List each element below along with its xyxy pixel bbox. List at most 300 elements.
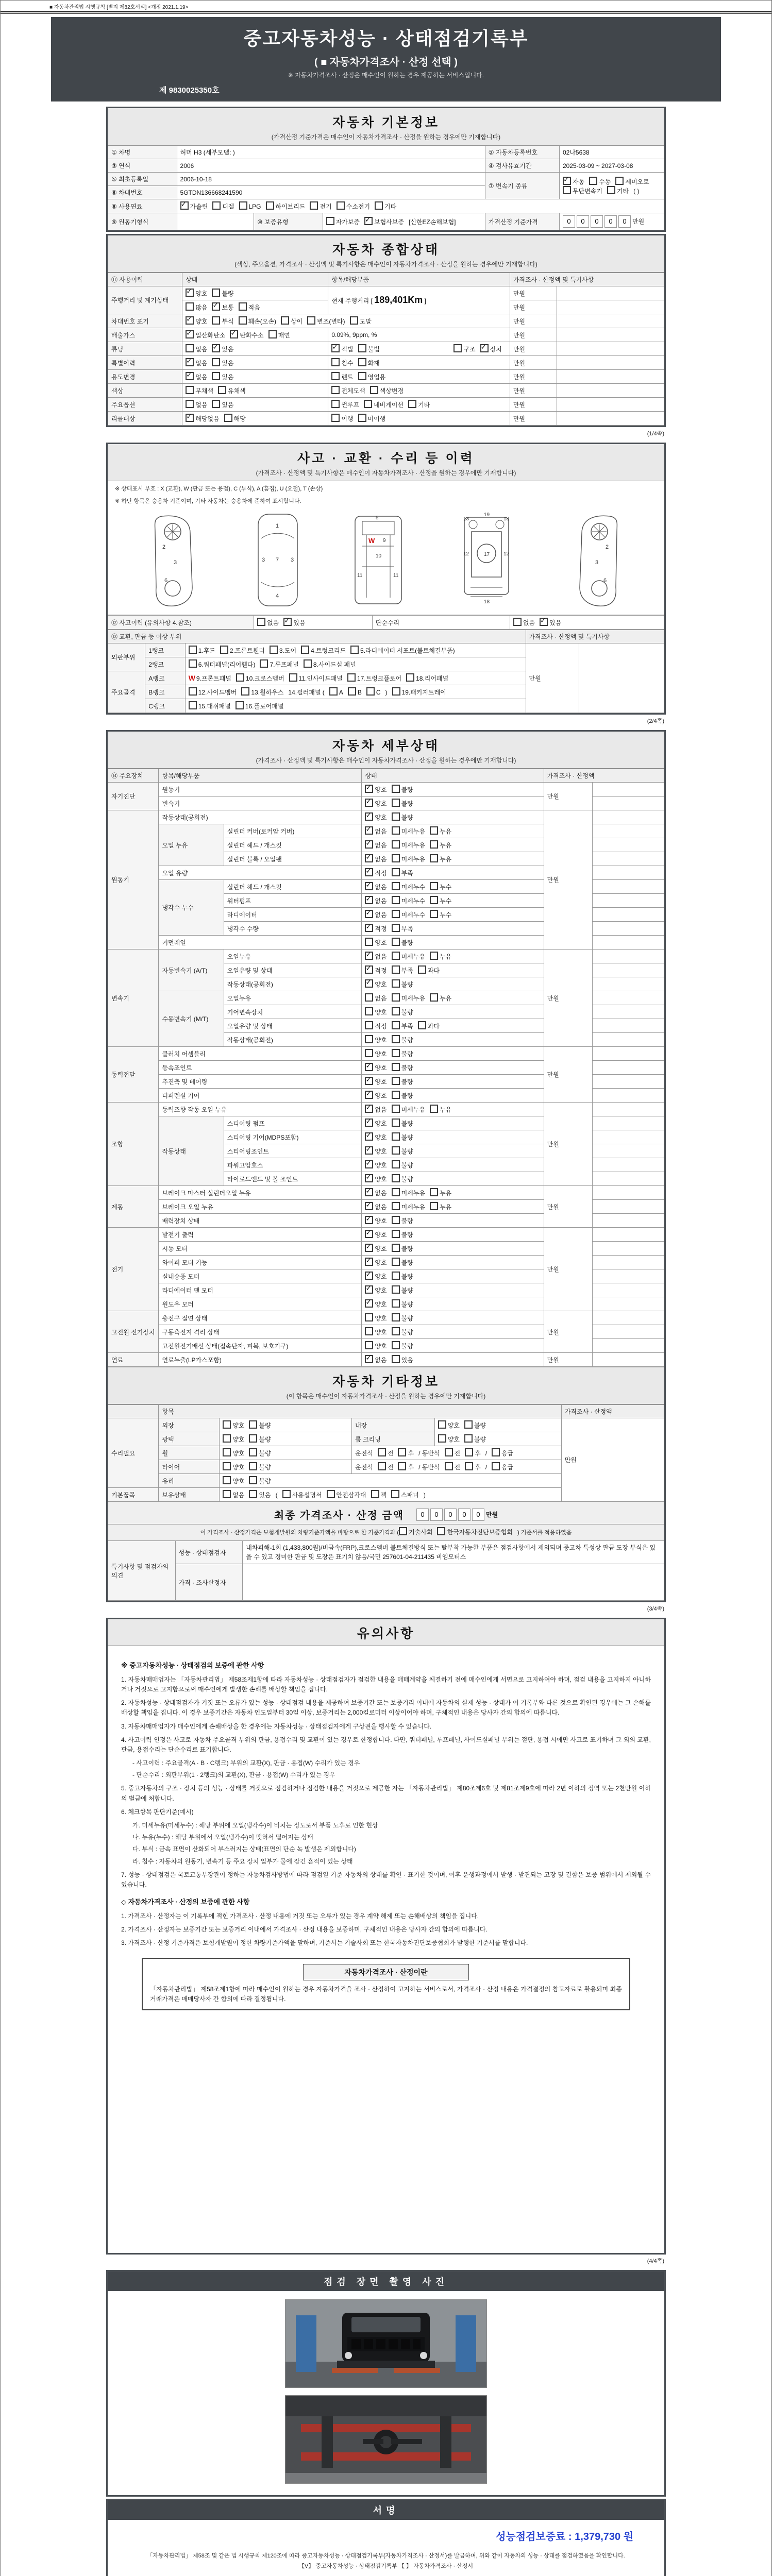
checkbox[interactable]	[398, 1448, 406, 1456]
checkbox-label: 침수	[341, 360, 354, 367]
checkbox-label: 불량	[401, 1148, 413, 1155]
checkbox[interactable]	[438, 1434, 446, 1443]
checkbox[interactable]	[365, 1118, 373, 1127]
checkbox[interactable]	[492, 1462, 500, 1470]
checkbox[interactable]	[365, 1258, 373, 1266]
checkbox[interactable]	[392, 1313, 400, 1321]
note-cell	[557, 300, 664, 314]
checkbox[interactable]	[392, 1007, 400, 1015]
inspection-photo-front	[285, 2299, 487, 2388]
checkbox[interactable]	[392, 868, 400, 876]
checkbox[interactable]	[212, 400, 220, 408]
option	[358, 344, 380, 353]
checkbox[interactable]	[437, 1527, 445, 1535]
checkbox[interactable]	[223, 1476, 231, 1484]
checkbox-label: 양호	[232, 1464, 245, 1471]
checkbox[interactable]	[365, 993, 373, 1002]
note-cell	[592, 1158, 664, 1172]
checkbox[interactable]	[223, 1420, 231, 1429]
checkbox[interactable]	[189, 646, 197, 654]
checkbox[interactable]	[365, 785, 373, 793]
checkbox[interactable]	[365, 826, 373, 835]
checkbox[interactable]	[391, 1490, 399, 1498]
checkbox[interactable]	[365, 1035, 373, 1043]
checkbox[interactable]	[430, 826, 438, 835]
note-cell	[592, 783, 664, 796]
checkbox[interactable]	[365, 938, 373, 946]
checkbox[interactable]	[392, 1216, 400, 1224]
checkbox[interactable]	[465, 1448, 473, 1456]
col-other-price: 가격조사 · 산정액	[561, 1405, 664, 1418]
checkbox[interactable]	[392, 1118, 400, 1127]
label-vin: ⑥ 차대번호	[108, 186, 177, 199]
checkbox[interactable]	[392, 1188, 400, 1196]
checkbox[interactable]	[392, 896, 400, 904]
svg-text:12: 12	[503, 551, 510, 557]
checkbox[interactable]	[365, 868, 373, 876]
checkbox[interactable]	[186, 414, 194, 422]
checkbox[interactable]	[186, 358, 194, 366]
checkbox[interactable]	[365, 854, 373, 862]
checkbox[interactable]	[365, 812, 373, 821]
checkbox[interactable]	[392, 854, 400, 862]
checkbox[interactable]	[392, 1146, 400, 1155]
checkbox[interactable]	[337, 201, 345, 210]
checkbox[interactable]	[186, 330, 194, 338]
checkbox[interactable]	[615, 177, 624, 185]
option	[563, 177, 584, 186]
option	[464, 1434, 486, 1444]
page-marker-3: (3/4쪽)	[647, 1606, 664, 1612]
svg-text:10: 10	[376, 553, 382, 559]
status-options	[362, 908, 544, 922]
checkbox[interactable]	[365, 1355, 373, 1363]
checkbox-label: 미세누유	[401, 953, 425, 960]
status-options	[362, 1297, 544, 1311]
checkbox[interactable]	[392, 993, 400, 1002]
note-cell	[592, 1311, 664, 1325]
checkbox[interactable]	[189, 687, 197, 696]
checkbox[interactable]	[430, 1188, 438, 1196]
price-cell: 만원	[544, 783, 592, 810]
checkbox[interactable]	[365, 1132, 373, 1141]
checkbox[interactable]	[307, 316, 315, 325]
mileage-post: ]	[423, 297, 426, 304]
checkbox[interactable]	[392, 882, 400, 890]
checkbox[interactable]	[257, 618, 265, 626]
checkbox[interactable]	[331, 386, 340, 394]
checkbox[interactable]	[358, 414, 366, 422]
item-label: 클러치 어셈블리	[159, 1047, 362, 1061]
notice-paragraph: 7. 성능 · 상태점검은 국토교통부장관이 정하는 자동차검사방법에 따라 점검일 기준 자동차의 상태를 확인 · 표기한 것이며, 이후 운행과정에서 발생 · 발견되는 고장 및 결함은 보증 범위에서 제외될 수 있습니다.	[121, 1871, 651, 1888]
checkbox[interactable]	[239, 302, 247, 311]
main-frame-group: 주요골격	[108, 671, 145, 713]
checkbox[interactable]	[589, 177, 597, 185]
checkbox[interactable]	[239, 316, 247, 325]
checkbox[interactable]	[212, 372, 220, 380]
checkbox[interactable]	[331, 344, 340, 352]
checkbox[interactable]	[186, 400, 194, 408]
checkbox[interactable]	[464, 1434, 473, 1443]
checkbox[interactable]	[249, 1490, 257, 1498]
checkbox[interactable]	[378, 1462, 386, 1470]
tire-position-options	[352, 1460, 562, 1474]
checkbox[interactable]	[304, 659, 312, 668]
checkbox[interactable]	[430, 854, 438, 862]
notice-title: 유의사항	[357, 1626, 415, 1641]
checkbox[interactable]	[331, 400, 340, 408]
checkbox[interactable]	[365, 910, 373, 918]
option	[392, 1327, 413, 1336]
device-group-label: 변속기	[108, 950, 159, 1047]
checkbox[interactable]	[180, 201, 189, 210]
checkbox[interactable]	[365, 1272, 373, 1280]
checkbox[interactable]	[365, 840, 373, 849]
option	[365, 868, 386, 877]
checkbox[interactable]	[218, 386, 226, 394]
checkbox[interactable]	[392, 1230, 400, 1238]
checkbox[interactable]	[392, 1021, 400, 1029]
checkbox[interactable]	[375, 201, 383, 210]
status-options	[362, 936, 544, 950]
checkbox[interactable]	[365, 1244, 373, 1252]
checkbox-label: 색상변경	[379, 387, 404, 395]
checkbox[interactable]	[392, 1132, 400, 1141]
checkbox[interactable]	[399, 1527, 407, 1535]
checkbox[interactable]	[230, 330, 238, 338]
option	[236, 701, 284, 710]
checkbox[interactable]	[283, 618, 292, 626]
checkbox[interactable]	[492, 1448, 500, 1456]
note-cell	[592, 1297, 664, 1311]
checkbox[interactable]	[223, 1434, 231, 1443]
checkbox[interactable]	[371, 1490, 379, 1498]
inspector-opinion-text: 내차피해-1회 (1,433,800원)/비금속(FRP),크로스멤버 볼트체결방식 또는 탈부착 가능한 부품은 점검사항에서 제외되며 중고차 특성상 판금 도장 부식은 있을 수 있고 경미한 판금 및 도장은 표기치 않음/국민 257601-04-211435 비엠모터스	[243, 1541, 664, 1564]
checkbox[interactable]	[392, 1160, 400, 1168]
checkbox[interactable]	[223, 1462, 231, 1470]
note-cell	[592, 991, 664, 1005]
checkbox[interactable]	[378, 1448, 386, 1456]
price-digit: 0	[472, 1509, 484, 1521]
checkbox-label: 없음	[375, 842, 387, 849]
checkbox[interactable]	[239, 201, 247, 210]
checkbox[interactable]	[430, 840, 438, 849]
checkbox[interactable]	[212, 302, 220, 311]
checkbox[interactable]	[266, 201, 274, 210]
checkbox[interactable]	[392, 1258, 400, 1266]
checkbox[interactable]	[392, 965, 400, 974]
opinion-row-appraiser	[108, 1564, 664, 1601]
checkbox[interactable]	[540, 618, 548, 626]
checkbox[interactable]	[249, 1434, 257, 1443]
checkbox[interactable]	[331, 372, 340, 380]
checkbox[interactable]	[365, 1285, 373, 1294]
checkbox[interactable]	[365, 1216, 373, 1224]
price-cell: 만원	[510, 328, 557, 342]
checkbox[interactable]	[329, 687, 338, 696]
checkbox[interactable]	[430, 1202, 438, 1210]
checkbox[interactable]	[186, 289, 194, 297]
checkbox[interactable]	[607, 186, 615, 194]
checkbox[interactable]	[212, 289, 220, 297]
simple-repair-options	[510, 616, 664, 630]
checkbox[interactable]	[365, 1327, 373, 1335]
checkbox[interactable]	[445, 1448, 453, 1456]
checkbox[interactable]	[282, 1490, 291, 1498]
row-mileage	[108, 286, 664, 300]
checkbox[interactable]	[408, 400, 416, 408]
tire-label: 타이어	[159, 1460, 220, 1474]
option	[365, 1230, 386, 1239]
option	[249, 1420, 271, 1430]
checkbox[interactable]	[364, 217, 373, 225]
option	[430, 1105, 451, 1114]
checkbox[interactable]	[430, 952, 438, 960]
checkbox[interactable]	[331, 414, 340, 422]
basic-info-title: 자동차 기본정보	[332, 115, 440, 130]
checkbox[interactable]	[430, 896, 438, 904]
checkbox[interactable]	[392, 812, 400, 821]
checkbox[interactable]	[392, 687, 400, 696]
checkbox[interactable]	[186, 372, 194, 380]
basic-info-subtitle: (가격산정 기준가격은 매수인이 자동차가격조사 · 산정을 원하는 경우에만 기재합니다)	[271, 133, 501, 141]
checkbox-label: 1.후드	[198, 647, 215, 654]
checkbox[interactable]	[392, 1299, 400, 1308]
checkbox[interactable]	[392, 1355, 400, 1363]
checkbox[interactable]	[189, 701, 197, 709]
wheel-label: 휠	[159, 1446, 220, 1460]
checkbox[interactable]	[249, 1448, 257, 1456]
checkbox[interactable]	[365, 952, 373, 960]
price-cell: 만원	[510, 286, 557, 300]
checkbox[interactable]	[392, 1105, 400, 1113]
checkbox[interactable]	[358, 344, 366, 352]
checkbox[interactable]	[453, 344, 462, 352]
checkbox[interactable]	[358, 372, 366, 380]
checkbox[interactable]	[212, 316, 220, 325]
checkbox[interactable]	[224, 414, 232, 422]
checkbox[interactable]	[186, 386, 194, 394]
status-options	[362, 1242, 544, 1256]
checkbox[interactable]	[186, 344, 194, 352]
checkbox[interactable]	[347, 673, 356, 682]
status-options	[362, 1172, 544, 1186]
checkbox[interactable]	[365, 1007, 373, 1015]
checkbox[interactable]	[430, 1105, 438, 1113]
checkbox[interactable]	[223, 1490, 231, 1498]
checkbox[interactable]	[358, 358, 366, 366]
checkbox-label: 양호	[232, 1422, 245, 1429]
checkbox[interactable]	[249, 1476, 257, 1484]
checkbox[interactable]	[236, 673, 244, 682]
checkbox[interactable]	[249, 1462, 257, 1470]
checkbox-label: 하이브리드	[275, 203, 306, 210]
checkbox[interactable]	[430, 882, 438, 890]
checkbox[interactable]	[350, 646, 359, 654]
checkbox[interactable]	[365, 1146, 373, 1155]
checkbox[interactable]	[365, 1049, 373, 1057]
checkbox[interactable]	[365, 1160, 373, 1168]
checkbox[interactable]	[365, 799, 373, 807]
checkbox[interactable]	[189, 659, 197, 668]
checkbox[interactable]	[392, 1063, 400, 1071]
overall-subtitle: (색상, 주요옵션, 가격조사 · 산정액 및 특기사항은 매수인이 자동차가격조사 · 산정을 원하는 경우에만 기재합니다)	[234, 261, 537, 268]
checkbox[interactable]	[365, 924, 373, 932]
checkbox[interactable]	[366, 687, 375, 696]
checkbox[interactable]	[350, 316, 358, 325]
checkbox[interactable]	[392, 799, 400, 807]
checkbox[interactable]	[365, 965, 373, 974]
checkbox[interactable]	[406, 673, 414, 682]
checkbox[interactable]	[392, 979, 400, 988]
checkbox-label: 세미오토	[625, 178, 649, 185]
checkbox-label: 없음	[375, 897, 387, 905]
top-rule	[1, 11, 771, 14]
checkbox-label: 자가보증	[335, 218, 360, 226]
checkbox[interactable]	[392, 910, 400, 918]
checkbox[interactable]	[365, 1091, 373, 1099]
option	[186, 289, 207, 298]
checkbox[interactable]	[365, 1299, 373, 1308]
item-label: 오일유량 및 상태	[224, 963, 362, 977]
checkbox-label: 장치	[490, 346, 502, 353]
checkbox[interactable]	[392, 1077, 400, 1085]
checkbox[interactable]	[370, 386, 378, 394]
basic-items-options	[220, 1488, 562, 1502]
checkbox[interactable]	[392, 952, 400, 960]
checkbox[interactable]	[348, 687, 356, 696]
checkbox[interactable]	[301, 646, 309, 654]
note-cell	[592, 1047, 664, 1061]
checkbox[interactable]	[365, 1202, 373, 1210]
checkbox[interactable]	[392, 1285, 400, 1294]
checkbox[interactable]	[392, 1341, 400, 1349]
checkbox[interactable]	[418, 1021, 426, 1029]
checkbox[interactable]	[464, 1420, 473, 1429]
checkbox-label: 불량	[401, 814, 413, 821]
row-usage-change	[108, 370, 664, 384]
checkbox[interactable]	[365, 882, 373, 890]
note-cell	[592, 1283, 664, 1297]
checkbox[interactable]	[392, 1202, 400, 1210]
appraiser-opinion-text	[243, 1564, 664, 1601]
checkbox[interactable]	[186, 302, 194, 311]
checkbox-label: 불량	[401, 1078, 413, 1086]
checkbox[interactable]	[270, 646, 278, 654]
checkbox[interactable]	[445, 1462, 453, 1470]
checkbox[interactable]	[392, 1272, 400, 1280]
basic-info-header	[108, 108, 664, 145]
checkbox[interactable]	[289, 673, 297, 682]
detail-row	[108, 1311, 664, 1325]
checkbox-label: 미세누유	[401, 995, 425, 1002]
checkbox[interactable]	[236, 701, 244, 709]
option-text: /	[485, 1464, 488, 1471]
document-number: 제 9830025350호	[159, 86, 220, 95]
checkbox[interactable]	[220, 646, 228, 654]
checkbox[interactable]	[365, 1077, 373, 1085]
checkbox[interactable]	[392, 785, 400, 793]
checkbox[interactable]	[392, 924, 400, 932]
checkbox[interactable]	[392, 1174, 400, 1182]
checkbox[interactable]	[418, 965, 426, 974]
checkbox[interactable]	[430, 910, 438, 918]
option	[347, 673, 401, 683]
checkbox[interactable]	[365, 1063, 373, 1071]
checkbox[interactable]	[212, 201, 221, 210]
checkbox[interactable]	[364, 400, 372, 408]
item-label: 오일 유량	[159, 866, 362, 880]
checkbox[interactable]	[392, 1327, 400, 1335]
checkbox[interactable]	[480, 344, 489, 352]
checkbox[interactable]	[327, 1490, 335, 1498]
svg-text:3: 3	[262, 557, 265, 563]
option	[281, 316, 303, 326]
checkbox[interactable]	[365, 1021, 373, 1029]
checkbox[interactable]	[365, 1174, 373, 1182]
item-label: 타이로드엔드 및 볼 조인트	[224, 1172, 362, 1186]
checkbox[interactable]	[249, 1420, 257, 1429]
checkbox[interactable]	[365, 979, 373, 988]
checkbox[interactable]	[430, 993, 438, 1002]
emission-options	[182, 328, 328, 342]
checkbox[interactable]	[268, 330, 277, 338]
checkbox[interactable]	[212, 344, 220, 352]
checkbox[interactable]	[398, 1462, 406, 1470]
checkbox[interactable]	[310, 201, 318, 210]
option	[392, 868, 413, 877]
checkbox[interactable]	[392, 840, 400, 849]
checkbox[interactable]	[223, 1448, 231, 1456]
checkbox[interactable]	[392, 826, 400, 835]
exterior-label: 외장	[159, 1418, 220, 1432]
checkbox[interactable]	[392, 1091, 400, 1099]
option	[223, 1448, 244, 1458]
checkbox[interactable]	[326, 217, 334, 225]
checkbox[interactable]	[563, 186, 571, 194]
checkbox[interactable]	[392, 1049, 400, 1057]
checkbox[interactable]	[331, 358, 340, 366]
notice-header	[108, 1619, 664, 1646]
item-label: 오일누유	[224, 950, 362, 963]
checkbox[interactable]	[365, 1341, 373, 1349]
checkbox[interactable]	[513, 618, 522, 626]
checkbox[interactable]	[212, 358, 220, 366]
checkbox[interactable]	[365, 1313, 373, 1321]
checkbox[interactable]	[365, 1188, 373, 1196]
checkbox[interactable]	[241, 687, 249, 696]
checkbox[interactable]	[392, 938, 400, 946]
checkbox[interactable]	[186, 316, 194, 325]
option	[365, 1049, 386, 1058]
checkbox[interactable]	[281, 316, 289, 325]
option	[392, 1146, 413, 1156]
checkbox[interactable]	[465, 1462, 473, 1470]
row-special-history	[108, 356, 664, 370]
checkbox-label: 적정	[375, 870, 387, 877]
option	[365, 1063, 386, 1072]
checkbox[interactable]	[392, 1244, 400, 1252]
checkbox[interactable]	[365, 1105, 373, 1113]
status-options	[362, 852, 544, 866]
checkbox[interactable]	[260, 659, 268, 668]
checkbox[interactable]	[392, 1035, 400, 1043]
checkbox[interactable]	[438, 1420, 446, 1429]
checkbox[interactable]	[365, 896, 373, 904]
checkbox[interactable]	[365, 1230, 373, 1238]
checkbox[interactable]	[563, 177, 571, 185]
status-options	[362, 1061, 544, 1075]
